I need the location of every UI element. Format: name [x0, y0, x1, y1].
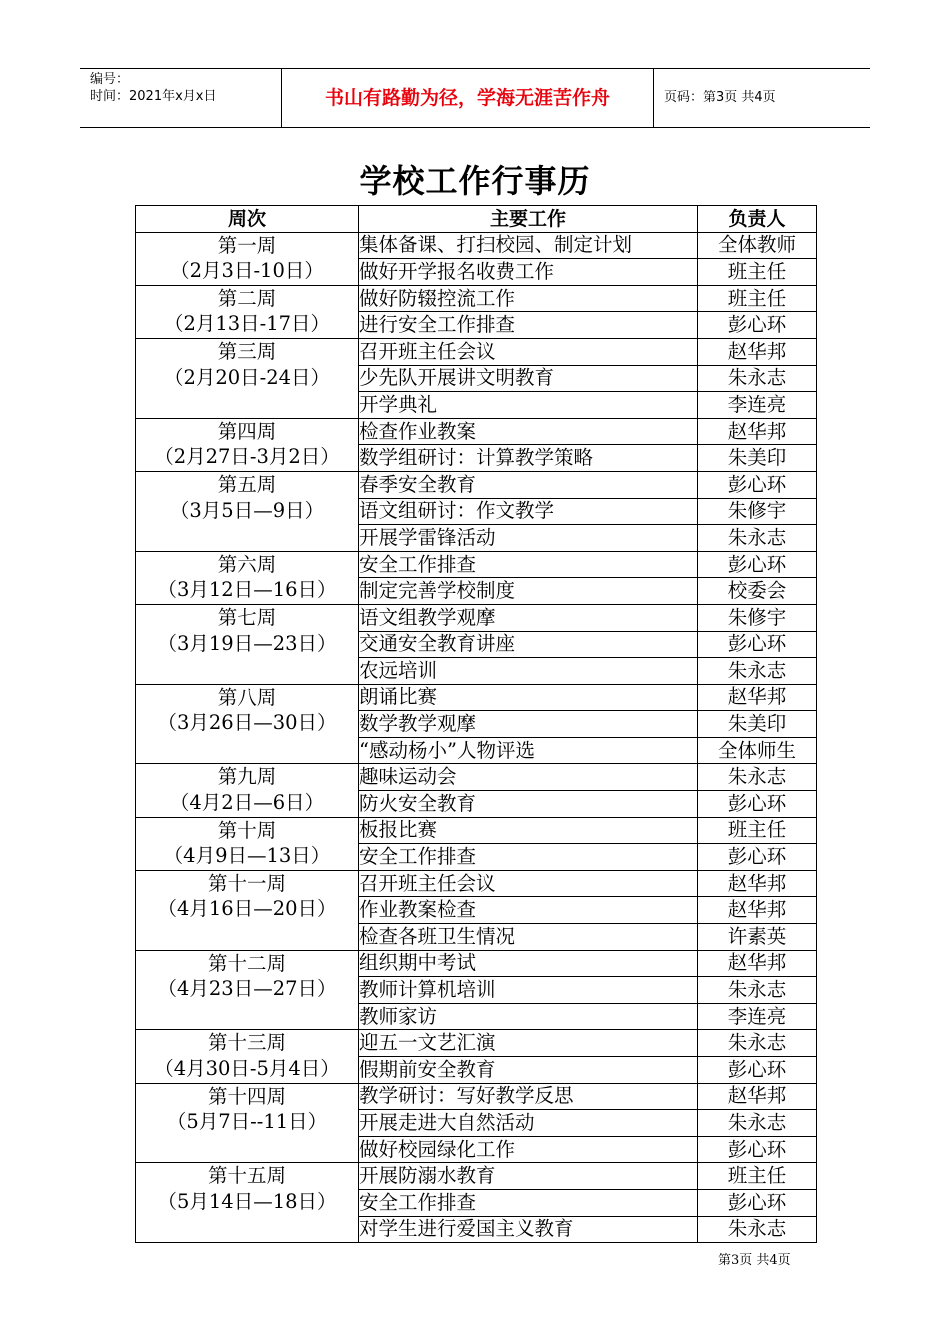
person-cell: 朱永志 [698, 977, 817, 1004]
week-dates: （4月23日—27日） [157, 977, 337, 1001]
task-cell: 做好校园绿化工作 [359, 1136, 698, 1163]
task-cell: 迎五一文艺汇演 [359, 1030, 698, 1057]
week-dates: （3月5日—9日） [169, 498, 325, 522]
task-cell: 开学典礼 [359, 392, 698, 419]
person-cell: 朱永志 [698, 1110, 817, 1137]
week-dates: （2月3日-10日） [170, 259, 324, 283]
table-row [136, 338, 817, 365]
person-cell: 许素英 [698, 924, 817, 951]
person-cell: 彭心环 [698, 791, 817, 818]
table-row [136, 604, 817, 631]
week-label: 第一周 [217, 233, 277, 257]
week-dates: （4月16日—20日） [157, 897, 337, 921]
task-cell: 教师计算机培训 [359, 977, 698, 1004]
week-cell [136, 1163, 359, 1243]
task-cell: 检查作业教案 [359, 418, 698, 445]
person-cell: 朱美印 [698, 445, 817, 472]
week-dates: （3月26日—30日） [157, 711, 337, 735]
table-row [136, 817, 817, 844]
table-row [136, 1083, 817, 1110]
week-dates: （2月20日-24日） [163, 365, 331, 389]
person-cell: 全体师生 [698, 737, 817, 764]
person-cell: 班主任 [698, 285, 817, 312]
calendar-table [135, 205, 817, 1243]
table-row [136, 870, 817, 897]
person-cell: 赵华邦 [698, 897, 817, 924]
person-cell: 李连亮 [698, 1003, 817, 1030]
week-cell [136, 285, 359, 338]
task-cell: 板报比赛 [359, 817, 698, 844]
person-cell: 班主任 [698, 817, 817, 844]
column-header-person: 负责人 [698, 206, 817, 233]
person-cell: 班主任 [698, 259, 817, 286]
week-dates: （4月2日—6日） [169, 791, 325, 815]
task-cell: “感动杨小”人物评选 [359, 737, 698, 764]
time-label: 时间：2021年x月x日 [90, 89, 217, 104]
week-dates: （5月14日—18日） [157, 1189, 337, 1213]
task-cell: 开展学雷锋活动 [359, 525, 698, 552]
week-label: 第五周 [217, 472, 277, 496]
person-cell: 班主任 [698, 1163, 817, 1190]
task-cell: 做好开学报名收费工作 [359, 259, 698, 286]
task-cell: 检查各班卫生情况 [359, 924, 698, 951]
week-dates: （5月7日--11日） [166, 1110, 328, 1134]
person-cell: 朱美印 [698, 711, 817, 738]
table-row [136, 950, 817, 977]
task-cell: 教学研讨：写好教学反思 [359, 1083, 698, 1110]
person-cell: 朱永志 [698, 658, 817, 685]
person-cell: 赵华邦 [698, 338, 817, 365]
task-cell: 作业教案检查 [359, 897, 698, 924]
week-cell [136, 604, 359, 684]
table-row [136, 232, 817, 259]
task-cell: 数学教学观摩 [359, 711, 698, 738]
week-label: 第二周 [217, 286, 277, 310]
week-cell [136, 950, 359, 1030]
week-cell [136, 764, 359, 817]
week-cell [136, 551, 359, 604]
person-cell: 校委会 [698, 578, 817, 605]
task-cell: 数学组研讨：计算教学策略 [359, 445, 698, 472]
document-title: 学校工作行事历 [359, 162, 591, 200]
person-cell: 朱永志 [698, 525, 817, 552]
week-cell [136, 817, 359, 870]
person-cell: 朱永志 [698, 1216, 817, 1243]
table-row [136, 285, 817, 312]
person-cell: 彭心环 [698, 1136, 817, 1163]
table-row [136, 471, 817, 498]
page-header [80, 68, 870, 128]
person-cell: 彭心环 [698, 631, 817, 658]
week-cell [136, 1083, 359, 1163]
person-cell: 彭心环 [698, 312, 817, 339]
table-row [136, 764, 817, 791]
person-cell: 全体教师 [698, 232, 817, 259]
task-cell: 教师家访 [359, 1003, 698, 1030]
person-cell: 赵华邦 [698, 950, 817, 977]
week-label: 第十三周 [207, 1031, 286, 1055]
week-cell [136, 232, 359, 285]
person-cell: 彭心环 [698, 844, 817, 871]
person-cell: 朱永志 [698, 365, 817, 392]
week-label: 第七周 [217, 605, 277, 629]
week-dates: （2月13日-17日） [163, 312, 331, 336]
column-header-week: 周次 [136, 206, 359, 233]
task-cell: 安全工作排查 [359, 844, 698, 871]
person-cell: 彭心环 [698, 1057, 817, 1084]
person-cell: 彭心环 [698, 551, 817, 578]
code-label: 编号： [90, 72, 130, 87]
task-cell: 制定完善学校制度 [359, 578, 698, 605]
task-cell: 少先队开展讲文明教育 [359, 365, 698, 392]
task-cell: 开展防溺水教育 [359, 1163, 698, 1190]
person-cell: 赵华邦 [698, 870, 817, 897]
person-cell: 朱永志 [698, 1030, 817, 1057]
task-cell: 进行安全工作排查 [359, 312, 698, 339]
calendar-body [136, 232, 817, 1243]
person-cell: 朱修宇 [698, 604, 817, 631]
person-cell: 朱永志 [698, 764, 817, 791]
week-cell [136, 471, 359, 551]
person-cell: 彭心环 [698, 471, 817, 498]
task-cell: 农远培训 [359, 658, 698, 685]
week-label: 第四周 [217, 419, 277, 443]
task-cell: 安全工作排查 [359, 551, 698, 578]
week-label: 第三周 [217, 339, 277, 363]
task-cell: 安全工作排查 [359, 1189, 698, 1216]
header-motto: 书山有路勤为径，学海无涯苦作舟 [282, 69, 654, 127]
header-page-info: 页码：第3页 共4页 [664, 90, 776, 105]
person-cell: 赵华邦 [698, 418, 817, 445]
column-header-task: 主要工作 [359, 206, 698, 233]
week-cell [136, 870, 359, 950]
task-cell: 召开班主任会议 [359, 338, 698, 365]
week-label: 第六周 [217, 552, 277, 576]
task-cell: 春季安全教育 [359, 471, 698, 498]
task-cell: 召开班主任会议 [359, 870, 698, 897]
task-cell: 组织期中考试 [359, 950, 698, 977]
week-dates: （3月12日—16日） [157, 578, 337, 602]
week-dates: （4月30日-5月4日） [154, 1057, 340, 1080]
task-cell: 语文组研讨：作文教学 [359, 498, 698, 525]
task-cell: 朗诵比赛 [359, 684, 698, 711]
week-dates: （2月27日-3月2日） [154, 445, 340, 469]
week-dates: （3月19日—23日） [157, 631, 337, 655]
table-row [136, 418, 817, 445]
task-cell: 交通安全教育讲座 [359, 631, 698, 658]
person-cell: 朱修宇 [698, 498, 817, 525]
week-cell [136, 684, 359, 764]
task-cell: 假期前安全教育 [359, 1057, 698, 1084]
person-cell: 李连亮 [698, 392, 817, 419]
week-label: 第十二周 [207, 951, 286, 975]
week-label: 第十周 [217, 818, 277, 842]
table-row [136, 1030, 817, 1057]
task-cell: 做好防辍控流工作 [359, 285, 698, 312]
person-cell: 彭心环 [698, 1189, 817, 1216]
task-cell: 对学生进行爱国主义教育 [359, 1216, 698, 1243]
week-dates: （4月9日—13日） [163, 844, 331, 868]
person-cell: 赵华邦 [698, 684, 817, 711]
task-cell: 开展走进大自然活动 [359, 1110, 698, 1137]
week-label: 第八周 [217, 685, 277, 709]
task-cell: 趣味运动会 [359, 764, 698, 791]
week-cell [136, 418, 359, 471]
table-row [136, 684, 817, 711]
table-row [136, 551, 817, 578]
task-cell: 集体备课、打扫校园、制定计划 [359, 232, 698, 259]
week-label: 第十四周 [207, 1084, 286, 1108]
week-label: 第十一周 [207, 871, 286, 895]
table-header-row [136, 206, 817, 233]
page-footer: 第3页 共4页 [718, 1253, 791, 1268]
table-row [136, 1163, 817, 1190]
week-cell [136, 1030, 359, 1083]
week-label: 第九周 [217, 765, 277, 789]
task-cell: 语文组教学观摩 [359, 604, 698, 631]
person-cell: 赵华邦 [698, 1083, 817, 1110]
week-cell [136, 338, 359, 418]
week-label: 第十五周 [207, 1164, 286, 1188]
task-cell: 防火安全教育 [359, 791, 698, 818]
header-meta [80, 69, 282, 127]
